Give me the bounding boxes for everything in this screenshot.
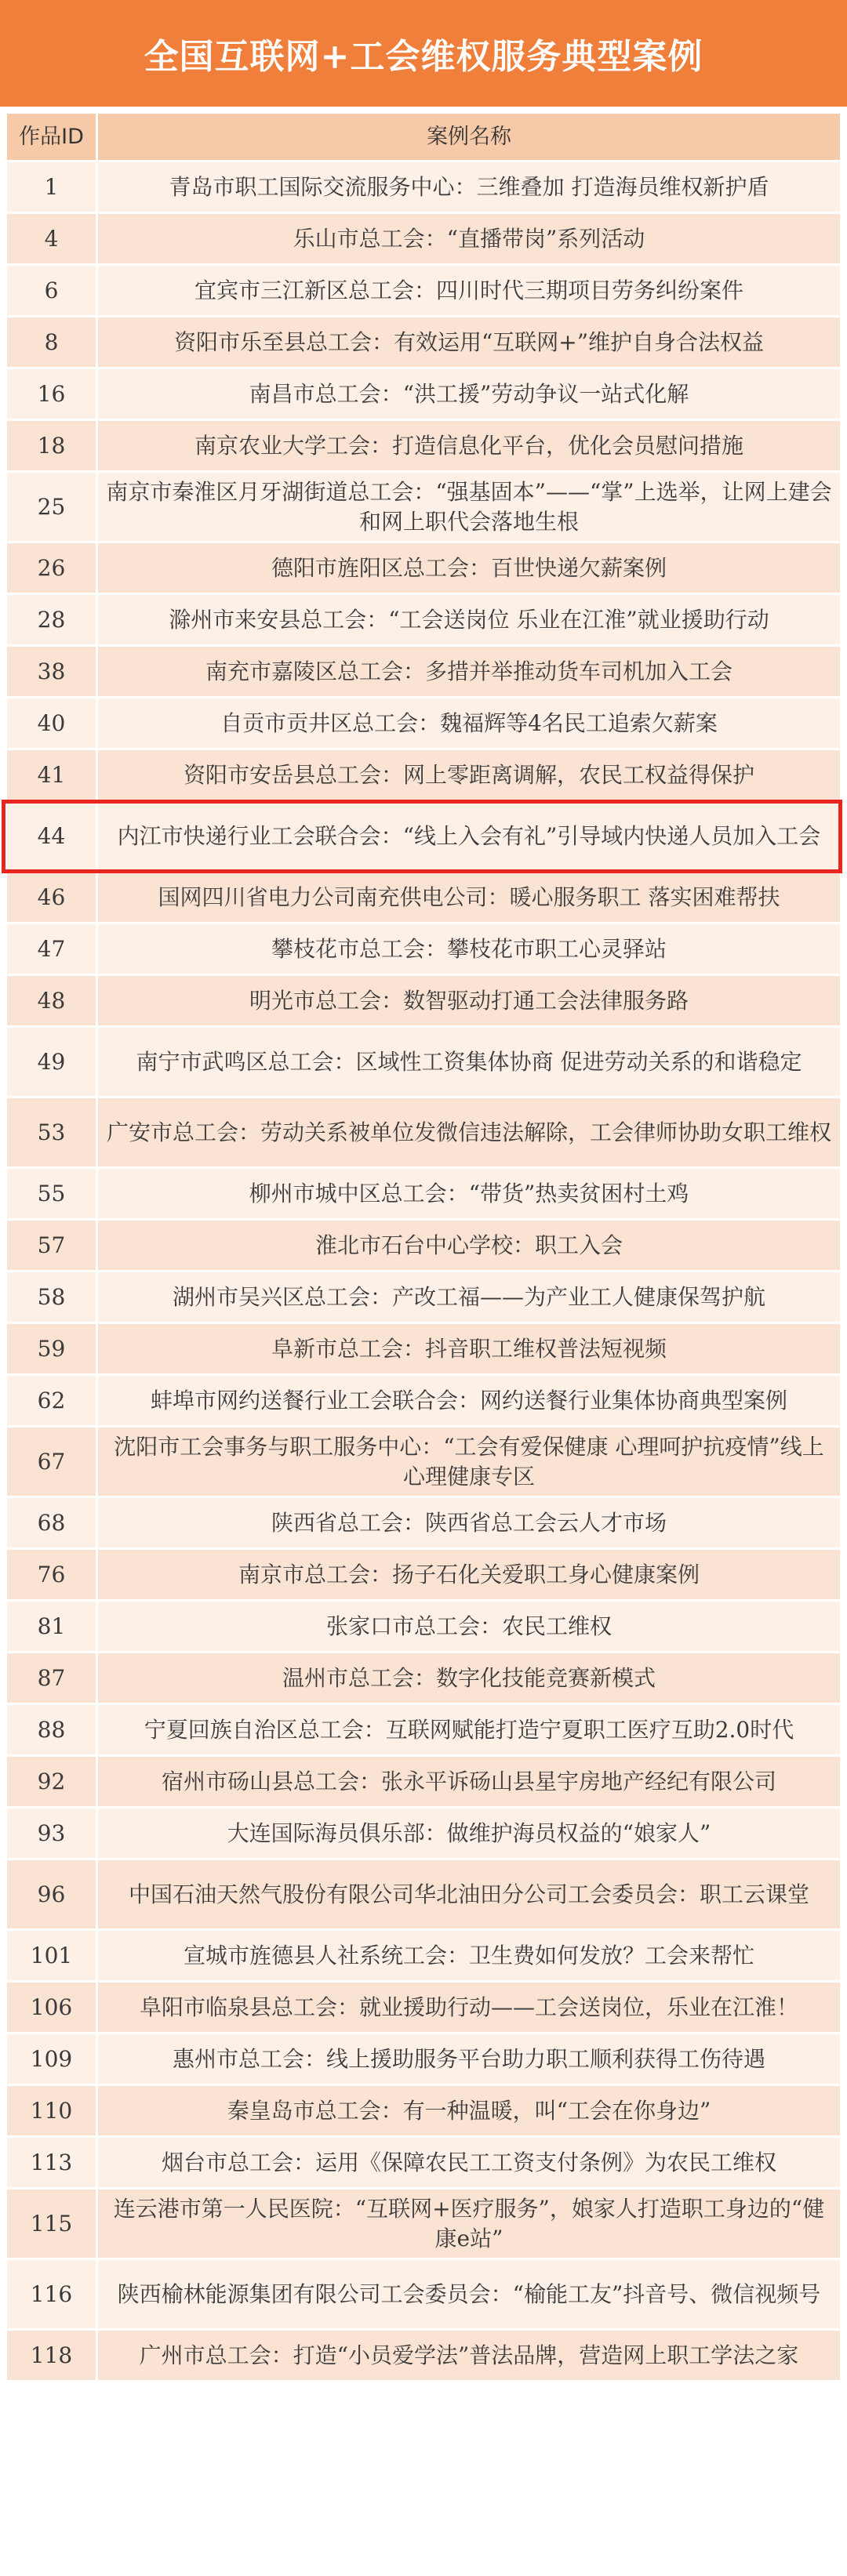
table-row <box>6 2085 842 2137</box>
table-row <box>6 698 842 749</box>
case-id-cell: 115 <box>6 2189 97 2259</box>
table-row <box>6 1982 842 2034</box>
page-title: 全国互联网+工会维权服务典型案例 <box>0 0 847 107</box>
case-name-cell: 南京农业大学工会：打造信息化平台，优化会员慰问措施 <box>97 420 842 472</box>
table-row <box>6 646 842 698</box>
case-name-cell: 滁州市来安县总工会：“工会送岗位 乐业在江淮”就业援助行动 <box>97 594 842 646</box>
case-name-cell: 宣城市旌德县人社系统工会：卫生费如何发放？工会来帮忙 <box>97 1930 842 1982</box>
case-name-cell: 淮北市石台中心学校：职工入会 <box>97 1220 842 1272</box>
case-id-cell: 93 <box>6 1808 97 1859</box>
case-id-cell: 109 <box>6 2034 97 2085</box>
case-id-cell: 44 <box>6 801 97 872</box>
table-row <box>6 923 842 975</box>
table-row <box>6 1027 842 1098</box>
case-id-cell: 57 <box>6 1220 97 1272</box>
case-id-cell: 106 <box>6 1982 97 2034</box>
case-name-cell: 广安市总工会：劳动关系被单位发微信违法解除，工会律师协助女职工维权 <box>97 1098 842 1168</box>
case-id-cell: 40 <box>6 698 97 749</box>
column-header-name: 案例名称 <box>97 113 842 161</box>
case-name-cell: 陕西榆林能源集团有限公司工会委员会：“榆能工友”抖音号、微信视频号 <box>97 2259 842 2330</box>
table-row <box>6 975 842 1027</box>
case-id-cell: 76 <box>6 1549 97 1601</box>
table-row <box>6 1808 842 1859</box>
table-header-row <box>6 113 842 161</box>
case-name-cell: 德阳市旌阳区总工会：百世快递欠薪案例 <box>97 542 842 594</box>
case-id-cell: 88 <box>6 1704 97 1756</box>
case-name-cell: 广州市总工会：打造“小员爱学法”普法品牌，营造网上职工学法之家 <box>97 2330 842 2382</box>
table-row <box>6 1220 842 1272</box>
table-row <box>6 1756 842 1808</box>
table-row <box>6 2137 842 2189</box>
case-id-cell: 118 <box>6 2330 97 2382</box>
case-id-cell: 58 <box>6 1272 97 1323</box>
case-id-cell: 96 <box>6 1859 97 1930</box>
table-row <box>6 420 842 472</box>
table-row <box>6 368 842 420</box>
table-row <box>6 1323 842 1375</box>
case-id-cell: 92 <box>6 1756 97 1808</box>
case-id-cell: 28 <box>6 594 97 646</box>
case-name-cell: 宿州市砀山县总工会：张永平诉砀山县星宇房地产经纪有限公司 <box>97 1756 842 1808</box>
table-row <box>6 2259 842 2330</box>
column-header-id: 作品ID <box>6 113 97 161</box>
table-row <box>6 749 842 801</box>
case-name-cell: 宜宾市三江新区总工会：四川时代三期项目劳务纠纷案件 <box>97 265 842 317</box>
table-row <box>6 1704 842 1756</box>
case-id-cell: 116 <box>6 2259 97 2330</box>
case-name-cell: 资阳市乐至县总工会：有效运用“互联网+”维护自身合法权益 <box>97 317 842 368</box>
case-name-cell: 宁夏回族自治区总工会：互联网赋能打造宁夏职工医疗互助2.0时代 <box>97 1704 842 1756</box>
case-id-cell: 38 <box>6 646 97 698</box>
case-id-cell: 62 <box>6 1375 97 1427</box>
table-row <box>6 1859 842 1930</box>
case-name-cell: 秦皇岛市总工会：有一种温暖，叫“工会在你身边” <box>97 2085 842 2137</box>
table-row <box>6 2330 842 2382</box>
case-id-cell: 8 <box>6 317 97 368</box>
table-row <box>6 1601 842 1653</box>
case-id-cell: 49 <box>6 1027 97 1098</box>
table-row <box>6 1098 842 1168</box>
case-id-cell: 87 <box>6 1653 97 1704</box>
case-id-cell: 55 <box>6 1168 97 1220</box>
case-name-cell: 张家口市总工会：农民工维权 <box>97 1601 842 1653</box>
case-id-cell: 110 <box>6 2085 97 2137</box>
case-name-cell: 自贡市贡井区总工会：魏福辉等4名民工追索欠薪案 <box>97 698 842 749</box>
case-name-cell: 南宁市武鸣区总工会：区域性工资集体协商 促进劳动关系的和谐稳定 <box>97 1027 842 1098</box>
case-name-cell: 蚌埠市网约送餐行业工会联合会：网约送餐行业集体协商典型案例 <box>97 1375 842 1427</box>
case-name-cell: 湖州市吴兴区总工会：产改工福——为产业工人健康保驾护航 <box>97 1272 842 1323</box>
case-id-cell: 53 <box>6 1098 97 1168</box>
case-id-cell: 47 <box>6 923 97 975</box>
table-row <box>6 317 842 368</box>
case-id-cell: 101 <box>6 1930 97 1982</box>
table-row <box>6 1427 842 1497</box>
table-row <box>6 1930 842 1982</box>
case-id-cell: 6 <box>6 265 97 317</box>
case-name-cell: 南京市秦淮区月牙湖街道总工会：“强基固本”——“掌”上选举，让网上建会和网上职代会落地生根 <box>97 472 842 542</box>
case-id-cell: 1 <box>6 161 97 213</box>
case-name-cell: 阜阳市临泉县总工会：就业援助行动——工会送岗位，乐业在江淮！ <box>97 1982 842 2034</box>
case-id-cell: 48 <box>6 975 97 1027</box>
case-name-cell: 大连国际海员俱乐部：做维护海员权益的“娘家人” <box>97 1808 842 1859</box>
table-row <box>6 1375 842 1427</box>
case-name-cell: 南京市总工会：扬子石化关爱职工身心健康案例 <box>97 1549 842 1601</box>
table-row <box>6 472 842 542</box>
case-name-cell: 南昌市总工会：“洪工援”劳动争议一站式化解 <box>97 368 842 420</box>
case-table <box>5 111 842 2382</box>
case-name-cell: 攀枝花市总工会：攀枝花市职工心灵驿站 <box>97 923 842 975</box>
table-row <box>6 1549 842 1601</box>
case-name-cell: 陕西省总工会：陕西省总工会云人才市场 <box>97 1497 842 1549</box>
case-name-cell: 国网四川省电力公司南充供电公司：暖心服务职工 落实困难帮扶 <box>97 872 842 923</box>
case-name-cell: 明光市总工会：数智驱动打通工会法律服务路 <box>97 975 842 1027</box>
table-row <box>6 265 842 317</box>
case-name-cell: 阜新市总工会：抖音职工维权普法短视频 <box>97 1323 842 1375</box>
case-name-cell: 连云港市第一人民医院：“互联网+医疗服务”，娘家人打造职工身边的“健康e站” <box>97 2189 842 2259</box>
case-name-cell: 资阳市安岳县总工会：网上零距离调解，农民工权益得保护 <box>97 749 842 801</box>
case-name-cell: 柳州市城中区总工会：“带货”热卖贫困村土鸡 <box>97 1168 842 1220</box>
case-name-cell: 内江市快递行业工会联合会：“线上入会有礼”引导域内快递人员加入工会 <box>97 801 842 872</box>
case-id-cell: 25 <box>6 472 97 542</box>
table-row <box>6 1168 842 1220</box>
case-id-cell: 59 <box>6 1323 97 1375</box>
case-name-cell: 乐山市总工会：“直播带岗”系列活动 <box>97 213 842 265</box>
case-id-cell: 26 <box>6 542 97 594</box>
table-row <box>6 2034 842 2085</box>
case-id-cell: 68 <box>6 1497 97 1549</box>
case-id-cell: 81 <box>6 1601 97 1653</box>
table-row <box>6 872 842 923</box>
table-row <box>6 594 842 646</box>
case-id-cell: 67 <box>6 1427 97 1497</box>
case-name-cell: 烟台市总工会：运用《保障农民工工资支付条例》为农民工维权 <box>97 2137 842 2189</box>
case-id-cell: 18 <box>6 420 97 472</box>
case-name-cell: 惠州市总工会：线上援助服务平台助力职工顺利获得工伤待遇 <box>97 2034 842 2085</box>
table-row <box>6 1272 842 1323</box>
table-body <box>6 161 842 2382</box>
table-row <box>6 801 842 872</box>
case-name-cell: 青岛市职工国际交流服务中心：三维叠加 打造海员维权新护盾 <box>97 161 842 213</box>
table-row <box>6 2189 842 2259</box>
table-row <box>6 161 842 213</box>
case-name-cell: 中国石油天然气股份有限公司华北油田分公司工会委员会：职工云课堂 <box>97 1859 842 1930</box>
case-name-cell: 沈阳市工会事务与职工服务中心：“工会有爱保健康 心理呵护抗疫情”线上心理健康专区 <box>97 1427 842 1497</box>
case-id-cell: 4 <box>6 213 97 265</box>
case-name-cell: 南充市嘉陵区总工会：多措并举推动货车司机加入工会 <box>97 646 842 698</box>
table-row <box>6 1497 842 1549</box>
case-name-cell: 温州市总工会：数字化技能竞赛新模式 <box>97 1653 842 1704</box>
case-id-cell: 46 <box>6 872 97 923</box>
table-row <box>6 1653 842 1704</box>
table-row <box>6 213 842 265</box>
case-id-cell: 41 <box>6 749 97 801</box>
table-row <box>6 542 842 594</box>
case-id-cell: 113 <box>6 2137 97 2189</box>
case-id-cell: 16 <box>6 368 97 420</box>
